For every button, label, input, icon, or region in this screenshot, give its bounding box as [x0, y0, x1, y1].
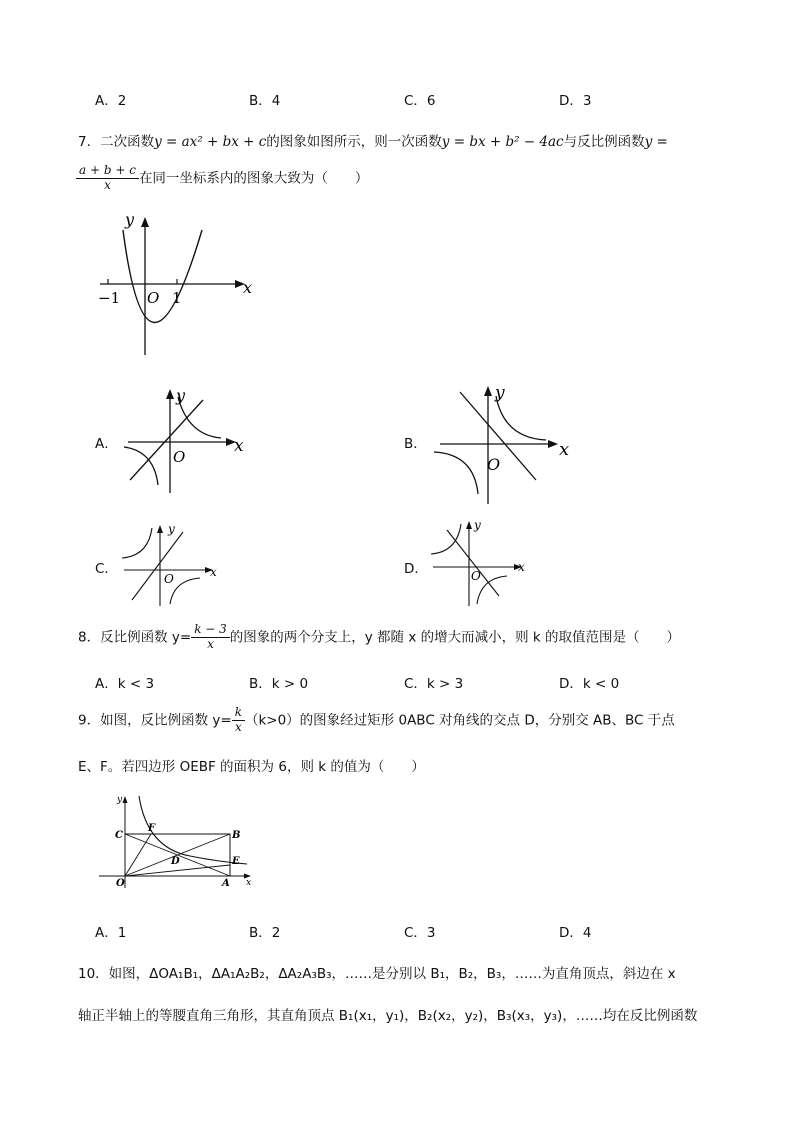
q7a-origin-label: O [173, 448, 186, 466]
q7-formula-linear: y = bx + b² − 4ac [441, 134, 564, 150]
q9-stem-line2: E、F。若四边形 OEBF 的面积为 6，则 k 的值为（ ） [78, 759, 425, 775]
q7-graph-neg1-label: −1 [98, 289, 121, 307]
q9-point-a: A [222, 878, 230, 889]
q10-stem-line1: 10．如图，ΔOA₁B₁，ΔA₁A₂B₂，ΔA₂A₃B₃，……是分别以 B₁，B₂，B₃，……为直角顶点，斜边在 x [78, 966, 676, 982]
q9-stem-line1 [78, 706, 675, 735]
q7-graph-x-label: x [243, 278, 253, 297]
q7-option-b-label: B． [404, 436, 427, 452]
q9-fraction-denominator: x [234, 719, 242, 734]
q7d-y-label: y [474, 518, 481, 532]
q6-option-c: C．6 [404, 93, 436, 109]
q7b-origin-label: O [487, 455, 501, 474]
q7-fraction-denominator: x [104, 177, 111, 192]
q7-option-d-label: D． [404, 561, 428, 577]
q7-stem-line1 [78, 130, 668, 150]
q9-point-d: D [171, 856, 180, 867]
q7d-x-label: x [518, 560, 525, 574]
q9-x-label: x [246, 878, 252, 888]
q9-option-b: B．2 [249, 925, 281, 941]
q7a-y-label: y [176, 386, 186, 405]
q6-option-a: A．2 [95, 93, 127, 109]
q7d-origin-label: O [471, 569, 481, 583]
q8-option-d: D．k < 0 [559, 676, 620, 692]
q9-option-a: A．1 [95, 925, 127, 941]
q9-y-arrow [123, 796, 128, 803]
q9-option-c: C．3 [404, 925, 436, 941]
q7c-hyperbola-branch-1 [122, 528, 152, 558]
q7-fraction-numerator: a + b + c [76, 164, 139, 179]
q9-point-b: B [232, 830, 241, 841]
q9-segment-of [125, 834, 151, 876]
q7-graph-one-label: 1 [172, 289, 182, 307]
q7b-x-arrow [548, 440, 558, 448]
q7d-hyperbola-branch-2 [477, 576, 507, 604]
q9-point-c: C [115, 830, 123, 841]
q9-text-2: （k>0）的图象经过矩形 0ABC 对角线的交点 D，分别交 AB、BC 于点 [244, 712, 675, 729]
q7c-hyperbola-branch-2 [170, 578, 200, 604]
q7a-line [130, 400, 203, 480]
q7-text-1: 二次函数 [100, 134, 155, 150]
q7-formula-reciprocal: y = [644, 134, 668, 150]
q8-fraction-denominator: x [207, 636, 214, 651]
q7b-hyperbola-branch-2 [434, 452, 478, 494]
q7-number: 7． [78, 134, 101, 150]
q7d-line [447, 530, 499, 596]
q7-text-4: 在同一坐标系内的图象大致为（ ） [138, 170, 369, 187]
q7d-hyperbola-branch-1 [431, 524, 461, 554]
q7-graph-y-arrow [141, 217, 149, 227]
q8-option-b: B．k > 0 [249, 676, 309, 692]
q7-parabola-curve [123, 230, 202, 323]
q9-y-label: y [117, 795, 123, 805]
q7-option-d-graph [427, 516, 532, 611]
q8-stem [78, 623, 680, 652]
q8-fraction [191, 623, 230, 652]
q10-stem-line2: 轴正半轴上的等腰直角三角形，其直角顶点 B₁(x₁，y₁)，B₂(x₂，y₂)，B₃(x₃，y₃)，……均在反比例函数 [78, 1008, 698, 1024]
q7-fraction [76, 164, 139, 193]
q6-option-b: B．4 [249, 93, 281, 109]
q7-option-c-graph [118, 520, 223, 610]
q7c-x-label: x [210, 565, 217, 579]
q7d-y-arrow [466, 521, 472, 529]
q7-graph-origin-label: O [147, 289, 160, 307]
q9-point-o: O [116, 878, 125, 889]
q8-fraction-numerator: k − 3 [191, 623, 230, 638]
q7a-hyperbola-branch-2 [124, 447, 158, 485]
q7-text-3: 与反比例函数 [563, 134, 645, 150]
q7b-x-label: x [559, 439, 570, 460]
q9-point-e: E [232, 856, 240, 867]
q7b-y-label: y [495, 383, 505, 403]
q9-option-d: D．4 [559, 925, 592, 941]
q7-stem-line2 [76, 164, 368, 193]
q7-formula-quadratic: y = ax² + bx + c [154, 134, 267, 150]
q7-parabola-graph [95, 205, 265, 360]
q8-option-a: A．k < 3 [95, 676, 155, 692]
q7-option-a-label: A． [95, 436, 118, 452]
q9-point-f: F [148, 823, 156, 834]
q7-option-b-graph [428, 380, 573, 508]
q8-text-1: 8．反比例函数 y= [78, 629, 192, 646]
q7c-y-label: y [168, 522, 175, 536]
q8-option-c: C．k > 3 [404, 676, 464, 692]
q7-graph-y-label: y [125, 210, 135, 229]
q9-fraction [232, 706, 245, 735]
q7-text-2: 的图象如图所示，则一次函数 [266, 134, 442, 150]
q8-text-2: 的图象的两个分支上，y 都随 x 的增大而减小，则 k 的取值范围是（ ） [229, 629, 681, 646]
q9-fraction-numerator: k [232, 706, 245, 721]
q7c-origin-label: O [164, 572, 174, 586]
q6-option-d: D．3 [559, 93, 592, 109]
q7-option-a-graph [118, 385, 248, 497]
q9-text-1: 9．如图，反比例函数 y= [78, 712, 232, 729]
q9-hyperbola [139, 796, 247, 864]
q7a-y-arrow [166, 389, 174, 399]
q9-rectangle-figure [95, 790, 260, 892]
q7a-x-label: x [234, 436, 244, 456]
q7-option-c-label: C． [95, 561, 118, 577]
q7b-y-arrow [484, 386, 492, 396]
q7c-y-arrow [157, 525, 163, 533]
